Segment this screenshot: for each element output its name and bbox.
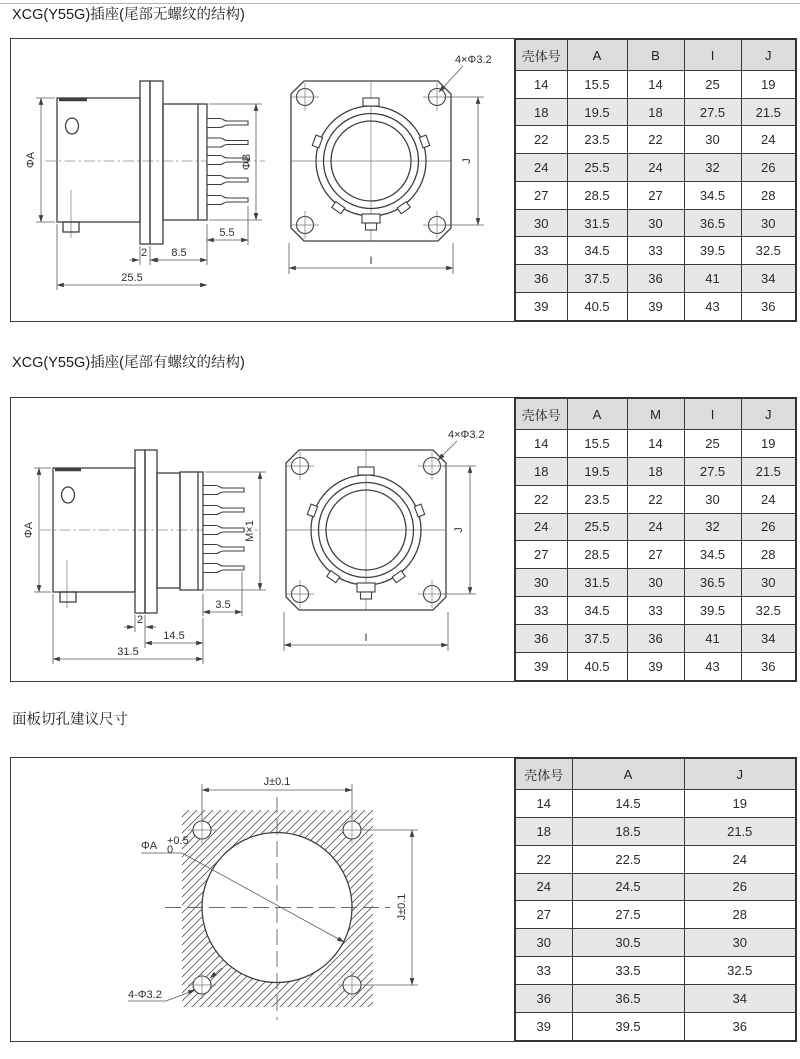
table-cell: 31.5	[567, 569, 627, 597]
table-cell: 19	[684, 790, 796, 818]
table-row	[515, 624, 796, 652]
table-cell: 36	[684, 1012, 796, 1041]
table-cell: 22	[515, 485, 567, 513]
table-cell: 19.5	[567, 457, 627, 485]
column-header: M	[627, 398, 684, 430]
dim-thread: M×1	[244, 520, 256, 542]
table-row	[515, 237, 796, 265]
dim-j-right: J±0.1	[396, 893, 408, 921]
dim-total-length: 31.5	[117, 646, 139, 658]
table-cell: 31.5	[567, 209, 627, 237]
table-cell: 39	[515, 652, 567, 681]
table-cell: 14	[515, 430, 567, 458]
table-cell: 25	[684, 430, 741, 458]
table-cell: 33	[515, 237, 567, 265]
table-row	[515, 71, 796, 99]
table-cell: 23.5	[567, 126, 627, 154]
table-cell: 36	[627, 265, 684, 293]
table-cell: 30	[741, 209, 796, 237]
table-cell: 19	[741, 430, 796, 458]
table-row	[515, 901, 796, 929]
dim-i: I	[364, 632, 368, 644]
table-cell: 36.5	[684, 209, 741, 237]
table-row	[515, 873, 796, 901]
section1-title: XCG(Y55G)插座(尾部无螺纹的结构)	[12, 7, 245, 23]
table-cell: 33	[627, 597, 684, 625]
table-row	[515, 485, 796, 513]
table-cell: 34.5	[684, 181, 741, 209]
table-cell: 24	[515, 873, 572, 901]
table-cell: 21.5	[741, 457, 796, 485]
column-header: A	[572, 758, 684, 790]
column-header: J	[684, 758, 796, 790]
table-cell: 18	[515, 817, 572, 845]
table-cell: 33	[627, 237, 684, 265]
table-cell: 32	[684, 154, 741, 182]
table-cell: 30	[515, 929, 572, 957]
side-view-dimensions	[25, 98, 262, 290]
table-cell: 30	[741, 569, 796, 597]
table-cell: 18.5	[572, 817, 684, 845]
table-cell: 14	[627, 430, 684, 458]
dim-phi-b: ΦB	[241, 153, 253, 171]
panel-dimensions	[128, 776, 418, 1001]
column-header: J	[741, 398, 796, 430]
panel-cutout-table	[514, 757, 797, 1042]
column-header: 壳体号	[515, 39, 567, 71]
table-cell: 39	[627, 652, 684, 681]
column-header: 壳体号	[515, 398, 567, 430]
table-cell: 41	[684, 624, 741, 652]
front-view	[284, 429, 485, 651]
table-cell: 21.5	[684, 817, 796, 845]
table-row	[515, 126, 796, 154]
table-cell: 30	[684, 485, 741, 513]
dim-tail-length: 3.5	[215, 599, 231, 611]
table-cell: 26	[741, 154, 796, 182]
column-header: I	[684, 39, 741, 71]
dim-gasket: 2	[136, 614, 144, 626]
dim-phi-a: ΦA	[141, 840, 158, 852]
top-rule	[0, 3, 800, 4]
table-cell: 39.5	[684, 237, 741, 265]
flange-hatch	[150, 81, 163, 244]
mounting-holes-label: 4-Φ3.2	[128, 989, 162, 1001]
table-row	[515, 1012, 796, 1041]
table-cell: 36	[515, 984, 572, 1012]
section1-drawing	[10, 38, 510, 322]
column-header: A	[567, 398, 627, 430]
table-cell: 22	[515, 845, 572, 873]
table-cell: 26	[741, 513, 796, 541]
table-cell: 25.5	[567, 513, 627, 541]
table-cell: 36	[515, 265, 567, 293]
table-cell: 27	[515, 541, 567, 569]
shell-size-table-2	[514, 397, 797, 682]
table-cell: 34	[741, 624, 796, 652]
table-cell: 25	[684, 71, 741, 99]
table-cell: 36	[627, 624, 684, 652]
table-cell: 24	[627, 154, 684, 182]
table-cell: 39	[627, 292, 684, 321]
table-cell: 36	[741, 292, 796, 321]
table-cell: 18	[627, 457, 684, 485]
table-cell: 32.5	[684, 957, 796, 985]
table-row	[515, 265, 796, 293]
table-cell: 27.5	[572, 901, 684, 929]
table-cell: 30	[684, 126, 741, 154]
table-cell: 18	[627, 98, 684, 126]
side-view	[45, 81, 265, 244]
table-row	[515, 513, 796, 541]
shell-size-table-1	[514, 38, 797, 322]
table-cell: 27	[515, 181, 567, 209]
table-cell: 25.5	[567, 154, 627, 182]
table-cell: 39.5	[684, 597, 741, 625]
table-cell: 24	[741, 485, 796, 513]
table-cell: 34.5	[567, 597, 627, 625]
dim-gasket: 2	[140, 247, 148, 259]
table-cell: 36.5	[572, 984, 684, 1012]
table-cell: 40.5	[567, 652, 627, 681]
table-cell: 18	[515, 98, 567, 126]
mounting-holes-label: 4×Φ3.2	[455, 54, 492, 66]
table-cell: 30	[627, 569, 684, 597]
dim-tail-length: 5.5	[219, 227, 235, 239]
table-cell: 14.5	[572, 790, 684, 818]
table-cell: 19.5	[567, 98, 627, 126]
section2-drawing	[10, 397, 510, 682]
table-cell: 22.5	[572, 845, 684, 873]
dim-phi-a: ΦA	[25, 151, 37, 169]
table-cell: 34.5	[567, 237, 627, 265]
table-cell: 24	[515, 513, 567, 541]
table-cell: 37.5	[567, 265, 627, 293]
side-view	[40, 450, 258, 613]
table-cell: 39	[515, 292, 567, 321]
column-header: 壳体号	[515, 758, 572, 790]
table-cell: 36	[741, 652, 796, 681]
table-cell: 33.5	[572, 957, 684, 985]
table-cell: 30.5	[572, 929, 684, 957]
table-row	[515, 292, 796, 321]
table-cell: 24.5	[572, 873, 684, 901]
table-cell: 28	[741, 541, 796, 569]
table-row	[515, 569, 796, 597]
table-cell: 33	[515, 957, 572, 985]
table-cell: 22	[515, 126, 567, 154]
mounting-holes-label: 4×Φ3.2	[448, 429, 485, 441]
table-cell: 30	[515, 209, 567, 237]
dim-j: J	[453, 527, 465, 533]
section2-title: XCG(Y55G)插座(尾部有螺纹的结构)	[12, 355, 245, 371]
table-cell: 36.5	[684, 569, 741, 597]
table-cell: 32.5	[741, 237, 796, 265]
table-cell: 39	[515, 1012, 572, 1041]
dim-phi-a: ΦA	[23, 521, 35, 539]
table-cell: 32.5	[741, 597, 796, 625]
table-cell: 14	[515, 790, 572, 818]
table-cell: 28	[684, 901, 796, 929]
table-row	[515, 597, 796, 625]
table-cell: 28.5	[567, 181, 627, 209]
table-cell: 15.5	[567, 71, 627, 99]
table-row	[515, 957, 796, 985]
table-cell: 24	[515, 154, 567, 182]
table-row	[515, 817, 796, 845]
table-cell: 40.5	[567, 292, 627, 321]
dim-rear: 8.5	[171, 247, 187, 259]
column-header: A	[567, 39, 627, 71]
section3-drawing	[10, 757, 510, 1042]
table-cell: 19	[741, 71, 796, 99]
table-cell: 41	[684, 265, 741, 293]
dim-j: J	[461, 158, 473, 164]
table-cell: 33	[515, 597, 567, 625]
table-cell: 24	[627, 513, 684, 541]
column-header: J	[741, 39, 796, 71]
table-row	[515, 209, 796, 237]
table-row	[515, 430, 796, 458]
table-cell: 27	[627, 541, 684, 569]
table-row	[515, 98, 796, 126]
table-cell: 27	[515, 901, 572, 929]
flange-hatch	[145, 450, 157, 613]
column-header: B	[627, 39, 684, 71]
dim-j-top: J±0.1	[263, 776, 291, 788]
table-row	[515, 181, 796, 209]
table-cell: 27	[627, 181, 684, 209]
panel-cutout-view	[165, 797, 390, 1020]
table-row	[515, 457, 796, 485]
table-cell: 37.5	[567, 624, 627, 652]
table-row	[515, 154, 796, 182]
table-cell: 21.5	[741, 98, 796, 126]
table-cell: 34.5	[684, 541, 741, 569]
table-cell: 27.5	[684, 98, 741, 126]
table-cell: 22	[627, 485, 684, 513]
table-cell: 15.5	[567, 430, 627, 458]
table-cell: 32	[684, 513, 741, 541]
table-cell: 43	[684, 292, 741, 321]
table-row	[515, 790, 796, 818]
table-cell: 34	[741, 265, 796, 293]
table-cell: 26	[684, 873, 796, 901]
table-row	[515, 929, 796, 957]
table-cell: 28.5	[567, 541, 627, 569]
table-cell: 22	[627, 126, 684, 154]
table-cell: 30	[515, 569, 567, 597]
dim-i: I	[369, 255, 373, 267]
table-cell: 30	[627, 209, 684, 237]
table-cell: 39.5	[572, 1012, 684, 1041]
table-cell: 14	[627, 71, 684, 99]
table-cell: 18	[515, 457, 567, 485]
table-cell: 30	[684, 929, 796, 957]
table-row	[515, 541, 796, 569]
column-header: I	[684, 398, 741, 430]
table-row	[515, 845, 796, 873]
table-cell: 36	[515, 624, 567, 652]
table-cell: 23.5	[567, 485, 627, 513]
table-row	[515, 984, 796, 1012]
table-cell: 27.5	[684, 457, 741, 485]
table-cell: 43	[684, 652, 741, 681]
front-view	[289, 54, 492, 274]
dim-phi-a-tol-upper: +0.5	[167, 835, 189, 847]
table-cell: 34	[684, 984, 796, 1012]
table-cell: 14	[515, 71, 567, 99]
dim-total-length: 25.5	[121, 272, 143, 284]
dim-phi-a-tol-lower: 0	[167, 844, 174, 856]
table-cell: 24	[741, 126, 796, 154]
table-row	[515, 652, 796, 681]
table-cell: 28	[741, 181, 796, 209]
table-cell: 24	[684, 845, 796, 873]
section3-title: 面板切孔建议尺寸	[12, 712, 128, 728]
dim-rear: 14.5	[163, 630, 185, 642]
